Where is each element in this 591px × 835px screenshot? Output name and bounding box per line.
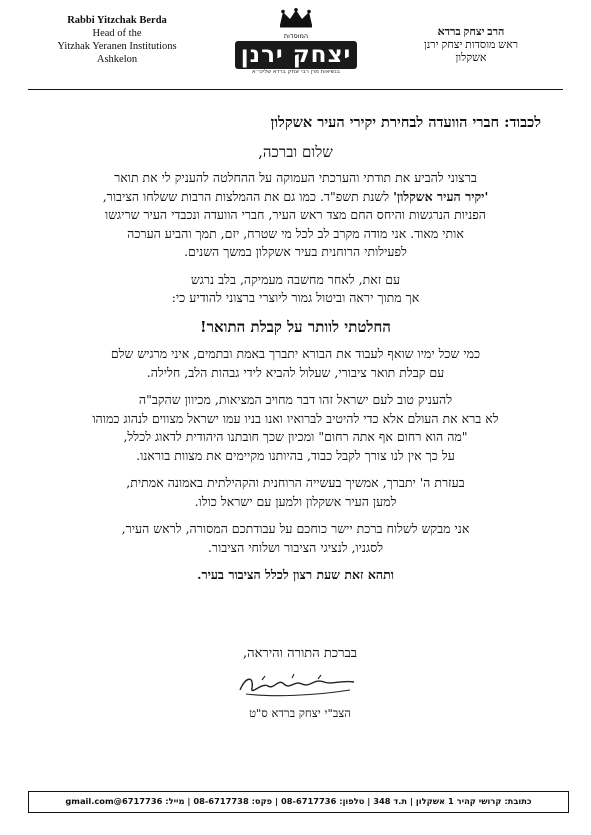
- decision-heading: החלטתי לוותר על קבלת התואר!: [200, 317, 391, 336]
- paragraph-reason: [50, 345, 541, 382]
- recipient-line: לכבוד: חברי הוועדה לבחירת יקירי העיר אשקלון: [270, 114, 541, 131]
- header-hebrew-title: ראש מוסדות יצחק ירנן: [423, 39, 519, 51]
- logo-wordmark: יצחק ירנן: [235, 41, 357, 69]
- text-line: אני מבקש לשלוח ברכת יישר כוחכם על עבודתכם המסורה, לראש העיר,: [121, 521, 470, 536]
- text-line: [50, 188, 541, 207]
- text-line: על כך אין לנו צורך לקבל כבוד, בהיותנו מקיימים את מצוות בוראנו.: [136, 447, 455, 463]
- institution-logo: [226, 8, 366, 80]
- header-english: [42, 14, 192, 66]
- text-line: ברצוני להביע את תודתי והערכתי העמוקה על ההחלטה להעניק לי את תואר: [114, 170, 477, 185]
- header-hebrew: [401, 26, 541, 65]
- text-line: למען העיר אשקלון ולמען עם ישראל כולו.: [194, 493, 397, 509]
- paragraph-giving: [50, 391, 541, 465]
- letter-body: [50, 114, 541, 585]
- text-line: הפניות הנרגשות והיחס החם מצד ראש העיר, חברי הוועדה ונכבדי העיר שריגשו: [105, 207, 486, 222]
- text-line: עם קבלת תואר ציבורי, שעלול להביא לידי גבהות הלב, חלילה.: [146, 364, 445, 380]
- header-english-city: Ashkelon: [96, 54, 138, 65]
- paragraph-however: [50, 271, 541, 308]
- header-divider: [28, 89, 563, 90]
- text-line: אך מתוך יראה וביטול גמור ליוצרי ברצוני להודיע כי:: [171, 290, 420, 305]
- header-hebrew-name: הרב יצחק ברדא: [437, 26, 505, 38]
- crown-icon: [277, 8, 315, 28]
- text-line: אותי מאוד. אני מודה מקרב לב לכל מי שטרח, יזם, תמך והביע הערכה: [127, 225, 464, 241]
- footer-contact: כתובת: קרושי קהיר 1 אשקלון | ת.ד 348 | טלפון: 08-6717736 | פקס: 08-6717738 | מייל: 6717736@gmail.com: [28, 791, 569, 813]
- text-line: לא ברא את העולם אלא כדי להיטיב לברואיו ואנו בניו עמו ישראל מצווים לנהוג כמוהו: [92, 410, 499, 426]
- text-line: "מה הוא רחום אף אתה רחום" ומכיון שכך חובתנו היהודית לדאוג לכלל,: [123, 429, 468, 444]
- logo-bottom-text: בנשיאות מרן רבי יצחק ברדא שליט״א: [252, 69, 340, 75]
- header-hebrew-city: אשקלון: [455, 52, 487, 64]
- header-english-title: Head of the: [92, 28, 142, 39]
- text-line: כמי שכל ימיו שואף לעבוד את הבורא יתברך באמת ובתמים, איני מרגיש שלם: [110, 346, 481, 361]
- header-english-institution: Yitzhak Yeranen Institutions: [57, 41, 177, 52]
- header-english-name: Rabbi Yitzchak Berda: [67, 15, 167, 26]
- text-line: בעזרת ה' יתברך, אמשיך בעשייה הרוחנית והקהילתית באמונה אמתית,: [126, 475, 465, 490]
- paragraph-thanks-officials: [50, 520, 541, 557]
- blessing-line: בברכת התורה והיראה,: [242, 646, 358, 661]
- paragraph-continue: [50, 474, 541, 511]
- logo-top-text: המוסדות: [283, 32, 309, 40]
- handwritten-signature: [232, 670, 362, 700]
- closing-line: ותהא זאת שעת רצון לכלל הציבור בעיר.: [197, 567, 394, 582]
- text-line: לסגניו, לנציגי הציבור ושלוחי הציבור.: [207, 539, 384, 555]
- paragraph-thanks: [50, 169, 541, 262]
- text-span: לשנת תשפ"ד. כמו גם את ההמלצות הרבות ששלחו הציבור,: [102, 188, 394, 204]
- title-emphasis: 'יקיר העיר אשקלון': [393, 188, 489, 204]
- text-line: להעניק טוב לעם ישראל זהו דבר מחויב המציאות, מכיוון שהקב"ה: [138, 392, 453, 407]
- signature-name: הצב"י יצחק ברדא ס"ט: [249, 706, 351, 720]
- text-line: עם זאת, לאחר מחשבה מעמיקה, בלב נרגש: [190, 271, 401, 287]
- greeting: שלום וברכה,: [258, 142, 333, 161]
- text-line: לפעילותי הרוחנית בעיר אשקלון במשך השנים.: [184, 244, 407, 259]
